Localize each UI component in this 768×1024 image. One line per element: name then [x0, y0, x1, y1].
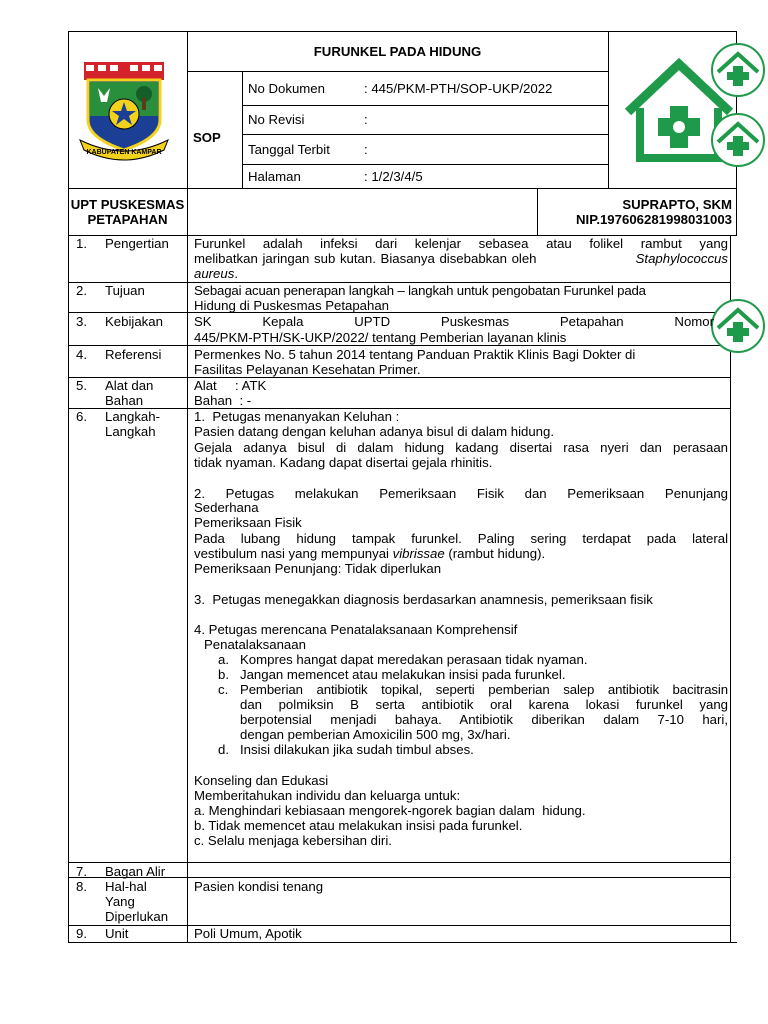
logo-banner-text: KABUPATEN KAMPAR: [86, 149, 162, 156]
org-name-line2: PETAPAHAN: [87, 212, 168, 227]
kabupaten-logo: [74, 58, 174, 168]
step-2-vibrissae: vibrissae: [392, 546, 445, 561]
pengertian-organism-genus: Staphylococcus: [635, 251, 728, 266]
row-label-referensi: Referensi: [105, 347, 162, 362]
row-number: 6.: [76, 409, 87, 424]
row-label-bahan: Bahan: [105, 393, 144, 408]
referensi-line1: Permenkes No. 5 tahun 2014 tentang Panduan Praktik Klinis Bagi Dokter di: [194, 347, 636, 362]
document-title: FURUNKEL PADA HIDUNG: [313, 44, 482, 59]
hal-hal-value: Pasien kondisi tenang: [194, 879, 324, 894]
kebijakan-line2: 445/PKM-PTH/SK-UKP/2022/ tentang Pemberian layanan klinis: [194, 330, 567, 345]
step-2-line2: [194, 546, 545, 561]
row-number: 8.: [76, 879, 87, 894]
list-item-c-line3: berpotensial menjadi bahaya. Antibiotik diberikan dalam 7-10 hari,: [240, 712, 728, 727]
row-number: 4.: [76, 347, 87, 362]
row-number: 9.: [76, 926, 87, 941]
row-label-kebijakan: Kebijakan: [105, 314, 163, 329]
row-label-tujuan: Tujuan: [105, 283, 145, 298]
halaman-value: : 1/2/3/4/5: [364, 169, 423, 184]
pengertian-organism-species: aureus: [194, 266, 235, 281]
frame-bottom: [68, 942, 737, 943]
frame-left: [68, 31, 69, 943]
list-item-c-line1: Pemberian antibiotik topikal, seperti pemberian salep antibiotik bacitrasin: [240, 682, 728, 697]
list-item-c-line2: dan polmiksin B serta antibiotik oral karena lokasi furunkel yang: [240, 697, 728, 712]
row-number: 1.: [76, 236, 87, 251]
list-item-d: Insisi dilakukan jika sudah timbul abses.: [240, 742, 474, 757]
step-1-line3: tidak nyaman. Kadang dapat disertai gejala rhinitis.: [194, 455, 493, 470]
signer-name: SUPRAPTO, SKM: [622, 197, 732, 212]
list-marker-a: a.: [218, 652, 229, 667]
konseling-line1: Memberitahukan individu dan keluarga untuk:: [194, 788, 461, 803]
row-number: 2.: [76, 283, 87, 298]
unit-value: Poli Umum, Apotik: [194, 926, 302, 941]
puskesmas-badge-lower: [710, 298, 766, 354]
pengertian-line3: [194, 266, 238, 281]
row-label-bagan-alir: Bagan Alir: [105, 864, 166, 879]
sop-label: SOP: [193, 130, 221, 145]
list-item-a: Kompres hangat dapat meredakan perasaan tidak nyaman.: [240, 652, 588, 667]
no-dokumen-value: : 445/PKM-PTH/SOP-UKP/2022: [364, 81, 553, 96]
step-3-title: 3. Petugas menegakkan diagnosis berdasarkan anamnesis, pemeriksaan fisik: [194, 592, 653, 607]
konseling-item-a: a. Menghindari kebiasaan mengorek-ngorek bagian dalam hidung.: [194, 803, 586, 818]
row-number: 7.: [76, 864, 87, 879]
no-dokumen-label: No Dokumen: [248, 81, 325, 96]
konseling-item-b: b. Tidak memencet atau melakukan insisi pada furunkel.: [194, 818, 523, 833]
row-number: 5.: [76, 378, 87, 393]
konseling-item-c: c. Selalu menjaga kebersihan diri.: [194, 833, 392, 848]
no-revisi-label: No Revisi: [248, 112, 305, 127]
list-marker-b: b.: [218, 667, 229, 682]
puskesmas-badge-top: [710, 42, 766, 98]
row-label-yang: Yang: [105, 894, 135, 909]
konseling-title: Konseling dan Edukasi: [194, 773, 329, 788]
step-2-line1: Pada lubang hidung tampak furunkel. Paling sering terdapat pada lateral: [194, 531, 728, 546]
step-2-line2-end: (rambut hidung).: [448, 546, 546, 561]
row-label-langkah1: Langkah-: [105, 409, 160, 424]
list-item-c-line4: dengan pemberian Amoxicilin 500 mg, 3x/hari.: [240, 727, 511, 742]
row-label-alat: Alat dan: [105, 378, 154, 393]
tanggal-label: Tanggal Terbit: [248, 142, 330, 157]
org-name-line1: UPT PUSKESMAS: [70, 197, 185, 212]
row-label-diperlukan: Diperlukan: [105, 909, 169, 924]
tanggal-value: :: [364, 142, 368, 157]
no-revisi-value: :: [364, 112, 368, 127]
step-2-penunjang: Pemeriksaan Penunjang: Tidak diperlukan: [194, 561, 442, 576]
tujuan-line1: Sebagai acuan penerapan langkah – langkah untuk pengobatan Furunkel pada: [194, 283, 646, 298]
kebijakan-line1: SK Kepala UPTD Puskesmas Petapahan Nomor: [194, 314, 714, 329]
row-label-hal-hal: Hal-hal: [105, 879, 147, 894]
bahan-value: Bahan : -: [194, 393, 252, 408]
alat-value: Alat : ATK: [194, 378, 267, 393]
row-label-unit: Unit: [105, 926, 129, 941]
row-number: 3.: [76, 314, 87, 329]
puskesmas-badge-middle: [710, 112, 766, 168]
step-2-line2-text: vestibulum nasi yang mempunyai: [194, 546, 389, 561]
step-1-title: 1. Petugas menanyakan Keluhan :: [194, 409, 400, 424]
row-label-pengertian: Pengertian: [105, 236, 169, 251]
halaman-label: Halaman: [248, 169, 301, 184]
step-1-line2: Gejala adanya bisul di dalam hidung kadang disertai rasa nyeri dan perasaan: [194, 440, 728, 455]
pengertian-line2-text: melibatkan jaringan sub kutan. Biasanya disebabkan oleh: [194, 251, 537, 266]
list-marker-c: c.: [218, 682, 229, 697]
tujuan-line2: Hidung di Puskesmas Petapahan: [194, 298, 390, 313]
pengertian-line1: Furunkel adalah infeksi dari kelenjar sebasea atau folikel rambut yang: [194, 236, 728, 251]
pengertian-line2: [194, 251, 728, 266]
row-label-langkah2: Langkah: [105, 424, 156, 439]
signer-nip: NIP.197606281998031003: [576, 212, 732, 227]
step-2-pemeriksaan-fisik: Pemeriksaan Fisik: [194, 515, 302, 530]
step-2-title-cont: Sederhana: [194, 500, 259, 515]
list-marker-d: d.: [218, 742, 229, 757]
step-1-line1: Pasien datang dengan keluhan adanya bisul di dalam hidung.: [194, 424, 555, 439]
referensi-line2: Fasilitas Pelayanan Kesehatan Primer.: [194, 362, 421, 377]
pengertian-line3-end: .: [234, 266, 238, 281]
step-2-title: 2. Petugas melakukan Pemeriksaan Fisik dan Pemeriksaan Penunjang: [194, 486, 728, 501]
frame-top: [68, 31, 737, 32]
step-4-title: 4. Petugas merencana Penatalaksanaan Komprehensif: [194, 622, 518, 637]
list-item-b: Jangan memencet atau melakukan insisi pada furunkel.: [240, 667, 566, 682]
step-4-penatalaksanaan: Penatalaksanaan: [204, 637, 306, 652]
